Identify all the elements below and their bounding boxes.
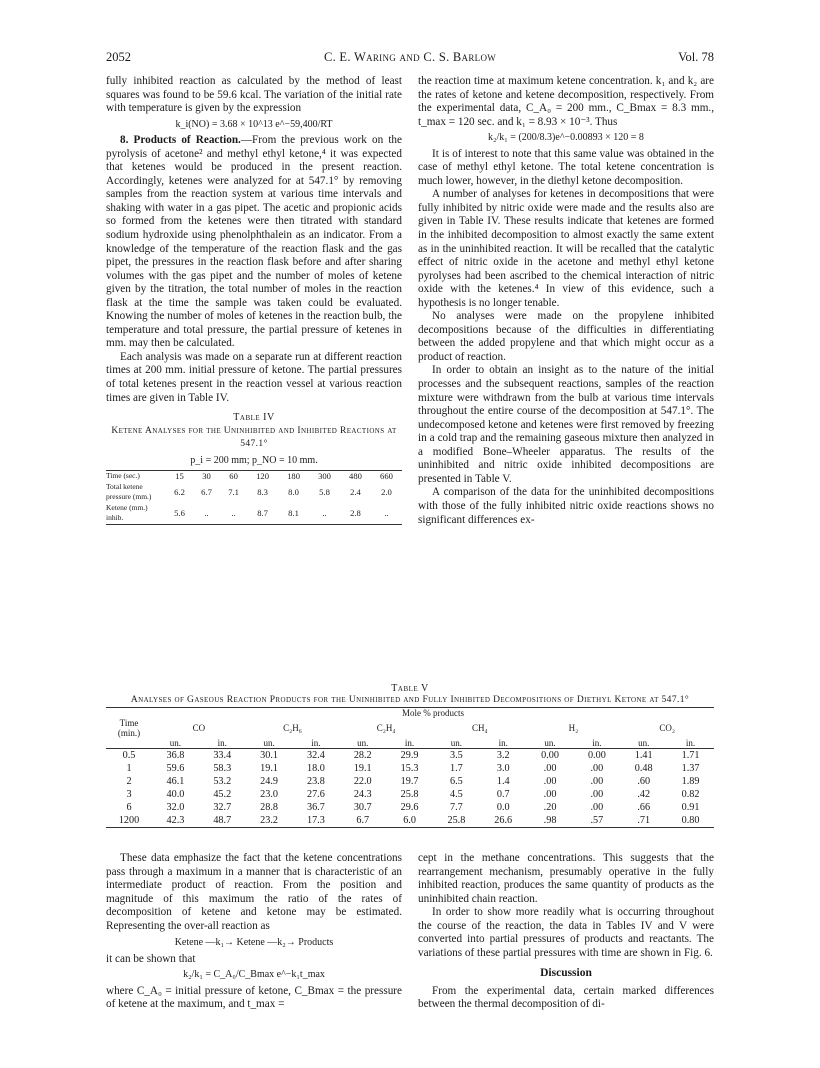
table-cell: 29.9 bbox=[400, 750, 419, 761]
table-iv-conditions: p_i = 200 mm; p_NO = 10 mm. bbox=[190, 454, 318, 466]
table-cell: 3.2 bbox=[496, 750, 510, 761]
page-number: 2052 bbox=[106, 50, 131, 64]
table-cell: 59.6 bbox=[166, 763, 185, 774]
table-cell: 28.2 bbox=[353, 750, 372, 761]
column-header: un. bbox=[169, 738, 182, 748]
table-cell: 18.0 bbox=[306, 763, 325, 774]
right-column bbox=[418, 75, 714, 527]
table-cell: .. bbox=[322, 507, 327, 518]
row-label: Total ketene pressure (mm.) bbox=[106, 481, 152, 502]
table-cell: 23.2 bbox=[260, 815, 278, 826]
table-cell: 0.80 bbox=[681, 815, 700, 826]
table-cell: 3 bbox=[126, 789, 132, 800]
table-cell: 15.3 bbox=[400, 763, 419, 774]
lower-left-column bbox=[106, 852, 402, 1012]
table-cell: 5.8 bbox=[319, 486, 330, 497]
paragraph: it can be shown that bbox=[106, 952, 196, 965]
table-v-title: Analyses of Gaseous Reaction Products for the Uninhibited and Fully Inhibited Decompositions of Diethyl Ketone at 547.1° bbox=[130, 695, 690, 705]
column-header: un. bbox=[450, 738, 462, 748]
paragraph: fully inhibited reaction as calculated by the method of least squares was found to be 59.6 kcal. The variation of the initial rate with temperature is given by the expression bbox=[106, 75, 402, 115]
table-cell: 8.1 bbox=[288, 507, 299, 518]
table-cell: 33.4 bbox=[213, 750, 232, 761]
table-cell: 6.0 bbox=[403, 815, 416, 826]
table-cell: 1200 bbox=[118, 815, 140, 826]
table-cell: 19.1 bbox=[353, 763, 372, 774]
table-cell: 15 bbox=[175, 471, 184, 482]
reaction-scheme: Ketene —k₁→ Ketene —k₂→ Products bbox=[174, 937, 334, 949]
table-cell: 32.7 bbox=[213, 802, 232, 813]
table-cell: 58.3 bbox=[213, 763, 232, 774]
table-cell: 30 bbox=[202, 471, 211, 482]
paragraph: A number of analyses for ketenes in decompositions that were fully inhibited by nitric oxide were made and the results also are given in Table IV. These results indicate that ketenes are formed in the inhibited decomposition to almost exactly the same extent as in the uninhibited reaction. It will be recalled that the catalytic effect of nitric oxide in the acetone and methyl ethyl ketone pyrolyses had been ascribed to the chemical interaction of nitric oxide with the ketenes.⁴ In view of this evidence, such a hypothesis is no longer tenable. bbox=[418, 188, 714, 309]
left-column bbox=[106, 75, 402, 525]
table-cell: 45.2 bbox=[213, 789, 232, 800]
table-cell: 0.91 bbox=[681, 802, 700, 813]
table-cell: 22.0 bbox=[353, 776, 372, 787]
table-v-block bbox=[106, 683, 714, 828]
table-cell: 36.7 bbox=[306, 802, 325, 813]
table-row bbox=[106, 788, 714, 801]
section-heading: 8. Products of Reaction. bbox=[120, 134, 241, 147]
table-cell: 6.7 bbox=[356, 815, 370, 826]
paragraph: These data emphasize the fact that the ketene concentrations pass through a maximum in a manner that is characteristic of an intermediate product of reaction. From the position and magnitude of this maximum the ratio of the rates of decomposition of ketene and ketone may be estimated. Representing the over-all reaction as bbox=[106, 852, 402, 932]
table-cell: 8.7 bbox=[257, 507, 268, 518]
table-cell: .00 bbox=[543, 763, 557, 774]
column-header: C₂H₆ bbox=[283, 722, 302, 733]
column-header: CH₄ bbox=[471, 722, 488, 733]
row-label: Time (sec.) bbox=[106, 471, 140, 481]
table-header-row bbox=[106, 708, 714, 719]
table-cell: 480 bbox=[349, 471, 362, 482]
table-cell: 300 bbox=[318, 471, 331, 482]
table-cell: 7.1 bbox=[228, 486, 239, 497]
table-cell: 1.7 bbox=[450, 763, 463, 774]
table-cell: 0.7 bbox=[496, 789, 510, 800]
table-row bbox=[106, 482, 402, 503]
table-cell: .71 bbox=[637, 815, 651, 826]
table-row bbox=[106, 801, 714, 814]
table-cell: .57 bbox=[590, 815, 604, 826]
table-row bbox=[106, 471, 402, 482]
table-v bbox=[106, 707, 714, 828]
paragraph: In order to show more readily what is occurring throughout the course of the reaction, the data in Tables IV and V were converted into partial pressures of products and reactants. The variations of these partial pressures with time are shown in Fig. 6. bbox=[418, 906, 714, 959]
equation-rate-ratio: k₂/k₁ = (200/8.3)e^−0.00893 × 120 = 8 bbox=[488, 132, 644, 144]
table-cell: 46.1 bbox=[166, 776, 185, 787]
table-cell: 6.5 bbox=[450, 776, 463, 787]
table-cell: 0.5 bbox=[122, 750, 136, 761]
table-cell: 32.4 bbox=[306, 750, 325, 761]
table-cell: 24.3 bbox=[353, 789, 372, 800]
table-iv-title: Ketene Analyses for the Uninhibited and Inhibited Reactions at 547.1° bbox=[111, 425, 397, 449]
table-row bbox=[106, 762, 714, 775]
table-cell: 36.8 bbox=[166, 750, 185, 761]
table-cell: 5.6 bbox=[174, 507, 185, 518]
discussion-heading: Discussion bbox=[540, 967, 592, 980]
table-v-label: Table V bbox=[391, 683, 429, 694]
column-header: in. bbox=[217, 738, 227, 748]
paragraph: No analyses were made on the propylene inhibited decompositions because of the difficulties in differentiating between the added propylene and that which might occur as a product of reaction. bbox=[418, 310, 714, 363]
table-cell: 2.8 bbox=[350, 507, 361, 518]
table-cell: 42.3 bbox=[166, 815, 185, 826]
table-cell: .00 bbox=[590, 802, 604, 813]
column-header: un. bbox=[357, 738, 369, 748]
table-cell: 32.0 bbox=[166, 802, 185, 813]
column-header: Mole % products bbox=[402, 708, 464, 718]
table-cell: .00 bbox=[543, 776, 557, 787]
volume-label: Vol. 78 bbox=[678, 50, 714, 64]
table-cell: 1.71 bbox=[681, 750, 700, 761]
paragraph: In order to obtain an insight as to the nature of the initial processes and the subsequent reactions, samples of the reaction mixture were withdrawn from the bulb at various time intervals throughout the entire course of the decomposition at 547.1°. The undecomposed ketone and ketenes were first removed by freezing in a cold trap and the remaining gaseous mixture then analyzed in a modified Bone–Wheeler apparatus. The results of the uninhibited and nitric oxide inhibited decompositions are presented in Table V. bbox=[418, 364, 714, 485]
table-cell: 3.5 bbox=[450, 750, 463, 761]
table-cell: 17.3 bbox=[306, 815, 325, 826]
table-v-body bbox=[106, 749, 714, 828]
table-cell: 53.2 bbox=[213, 776, 232, 787]
row-label: Ketene (mm.) inhib. bbox=[106, 502, 148, 523]
table-cell: 6.7 bbox=[201, 486, 212, 497]
table-cell: 19.7 bbox=[400, 776, 419, 787]
table-cell: 48.7 bbox=[213, 815, 232, 826]
table-cell: 7.7 bbox=[450, 802, 463, 813]
running-authors: C. E. Waring and C. S. Barlow bbox=[323, 50, 497, 64]
table-cell: 30.7 bbox=[353, 802, 372, 813]
table-cell: 0.0 bbox=[496, 802, 510, 813]
column-header bbox=[106, 708, 152, 719]
paragraph: It is of interest to note that this same value was obtained in the case of methyl ethyl ketone. The total ketene concentration is much lower, however, in the diethyl ketone decomposition. bbox=[418, 147, 714, 187]
table-cell: .. bbox=[204, 507, 209, 518]
table-row bbox=[106, 814, 714, 828]
column-header: CO bbox=[192, 722, 206, 733]
table-cell: 4.5 bbox=[450, 789, 463, 800]
column-header bbox=[106, 738, 152, 749]
section-text: —From the previous work on the pyrolysis of acetone² and methyl ethyl ketone,⁴ it was expected that ketenes would be produced in the present reaction. Accordingly, ketenes were analyzed for at 547.1° by removing samples from the reaction system at various time intervals and shaking with water in a gas pipet. The acetic and propionic acids so formed from the ketenes were then titrated with standard sodium hydroxide using phenolphthalein as an indicator. From a knowledge of the temperature of the reaction flask and the gas pipet, the pressures in the reaction flask before and after sharing volumes with the gas pipet and the number of moles of ketene given by the titration, the total number of moles in the reaction flask at the time the sample was taken could be evaluated. Knowing the number of moles of ketenes in the reaction bulb, the temperature and total pressure, the partial pressure of ketenes in mm. may then be calculated. bbox=[106, 134, 402, 350]
column-header: in. bbox=[404, 738, 415, 748]
table-cell: 2.0 bbox=[381, 486, 392, 497]
table-cell: 6 bbox=[126, 802, 132, 813]
paragraph: A comparison of the data for the uninhibited decompositions with those of the fully inhibited nitric oxide reactions shows no significant differences ex- bbox=[418, 486, 714, 526]
column-header: in. bbox=[592, 738, 602, 748]
table-cell: .42 bbox=[637, 789, 651, 800]
table-header-row bbox=[106, 738, 714, 749]
table-cell: 30.1 bbox=[260, 750, 278, 761]
table-iv-label: Table IV bbox=[233, 412, 275, 424]
table-cell: 29.6 bbox=[400, 802, 419, 813]
table-cell: .. bbox=[384, 507, 389, 518]
column-header: in. bbox=[498, 738, 508, 748]
table-cell: .60 bbox=[637, 776, 651, 787]
table-cell: 27.6 bbox=[306, 789, 325, 800]
table-cell: 1.4 bbox=[496, 776, 510, 787]
table-cell: .00 bbox=[590, 776, 604, 787]
table-cell: 23.0 bbox=[260, 789, 278, 800]
table-cell: 26.6 bbox=[494, 815, 513, 826]
paragraph: cept in the methane concentrations. This suggests that the rearrangement mechanism, presumably operative in the fully inhibited reaction, produces the same quantity of products as the uninhibited chain reaction. bbox=[418, 852, 714, 905]
table-cell: 1 bbox=[126, 763, 132, 774]
table-row bbox=[106, 503, 402, 525]
table-cell: 8.3 bbox=[257, 486, 268, 497]
column-header: in. bbox=[685, 738, 696, 748]
table-cell: 3.0 bbox=[496, 763, 510, 774]
table-cell: .00 bbox=[543, 789, 557, 800]
table-header-row bbox=[106, 718, 714, 738]
column-header: un. bbox=[263, 738, 275, 748]
section-8-paragraph bbox=[106, 134, 402, 351]
table-cell: 0.00 bbox=[541, 750, 559, 761]
table-cell: .98 bbox=[543, 815, 557, 826]
equation-kinetics: k₂/k₁ = C_A₀/C_Bmax e^−k₁t_max bbox=[183, 969, 325, 981]
column-header: un. bbox=[638, 738, 650, 748]
table-cell: 19.1 bbox=[260, 763, 278, 774]
table-cell: 28.8 bbox=[260, 802, 278, 813]
table-cell: 60 bbox=[229, 471, 238, 482]
column-header: C₂H₄ bbox=[376, 722, 396, 733]
equation-rate-constant: k_i(NO) = 3.68 × 10^13 e^−59,400/RT bbox=[175, 118, 333, 130]
table-cell: 180 bbox=[287, 471, 300, 482]
table-cell: 0.00 bbox=[587, 750, 606, 761]
column-header: CO₂ bbox=[659, 722, 675, 733]
table-cell: 8.0 bbox=[288, 486, 299, 497]
running-header bbox=[106, 50, 714, 66]
table-row bbox=[106, 775, 714, 788]
column-header: un. bbox=[544, 738, 556, 748]
column-header: H₂ bbox=[568, 722, 579, 733]
table-cell: 660 bbox=[380, 471, 393, 482]
table-cell: .66 bbox=[637, 802, 651, 813]
table-cell: 1.89 bbox=[681, 776, 700, 787]
table-cell: 0.82 bbox=[681, 789, 700, 800]
table-cell: .00 bbox=[590, 789, 604, 800]
table-cell: .00 bbox=[590, 763, 604, 774]
table-cell: .20 bbox=[543, 802, 557, 813]
table-cell: 25.8 bbox=[447, 815, 466, 826]
table-cell: 2 bbox=[126, 776, 132, 787]
table-cell: 40.0 bbox=[166, 789, 185, 800]
column-header: Time (min.) bbox=[117, 718, 141, 738]
table-cell: 24.9 bbox=[260, 776, 278, 787]
paragraph: Each analysis was made on a separate run at different reaction times at 200 mm. initial pressure of ketone. The partial pressures of total ketenes present in the reaction vessel at various reaction times are given in Table IV. bbox=[106, 350, 402, 404]
paragraph: where C_A₀ = initial pressure of ketone, C_Bmax = the pressure of ketene at the maximum, and t_max = bbox=[106, 984, 402, 1011]
table-iv bbox=[106, 470, 402, 525]
table-cell: 23.8 bbox=[306, 776, 325, 787]
column-header: in. bbox=[311, 738, 321, 748]
table-cell: 1.41 bbox=[634, 750, 653, 761]
paragraph: From the experimental data, certain marked differences between the thermal decomposition of di- bbox=[418, 984, 714, 1011]
table-cell: 25.8 bbox=[400, 789, 419, 800]
table-cell: 120 bbox=[256, 471, 270, 482]
table-cell: 6.2 bbox=[174, 486, 185, 497]
table-row bbox=[106, 749, 714, 763]
table-cell: 2.4 bbox=[350, 486, 361, 497]
table-cell: 1.37 bbox=[681, 763, 700, 774]
table-cell: .. bbox=[231, 507, 236, 518]
paragraph: the reaction time at maximum ketene concentration. k₁ and k₂ are the rates of ketone and ketene decomposition, respectively. From the experimental data, C_A₀ = 200 mm., C_Bmax = 8.3 mm., t_max = 120 sec. and k₁ = 8.93 × 10⁻³. Thus bbox=[418, 75, 714, 128]
lower-right-column bbox=[418, 852, 714, 1012]
table-cell: 0.48 bbox=[634, 763, 653, 774]
